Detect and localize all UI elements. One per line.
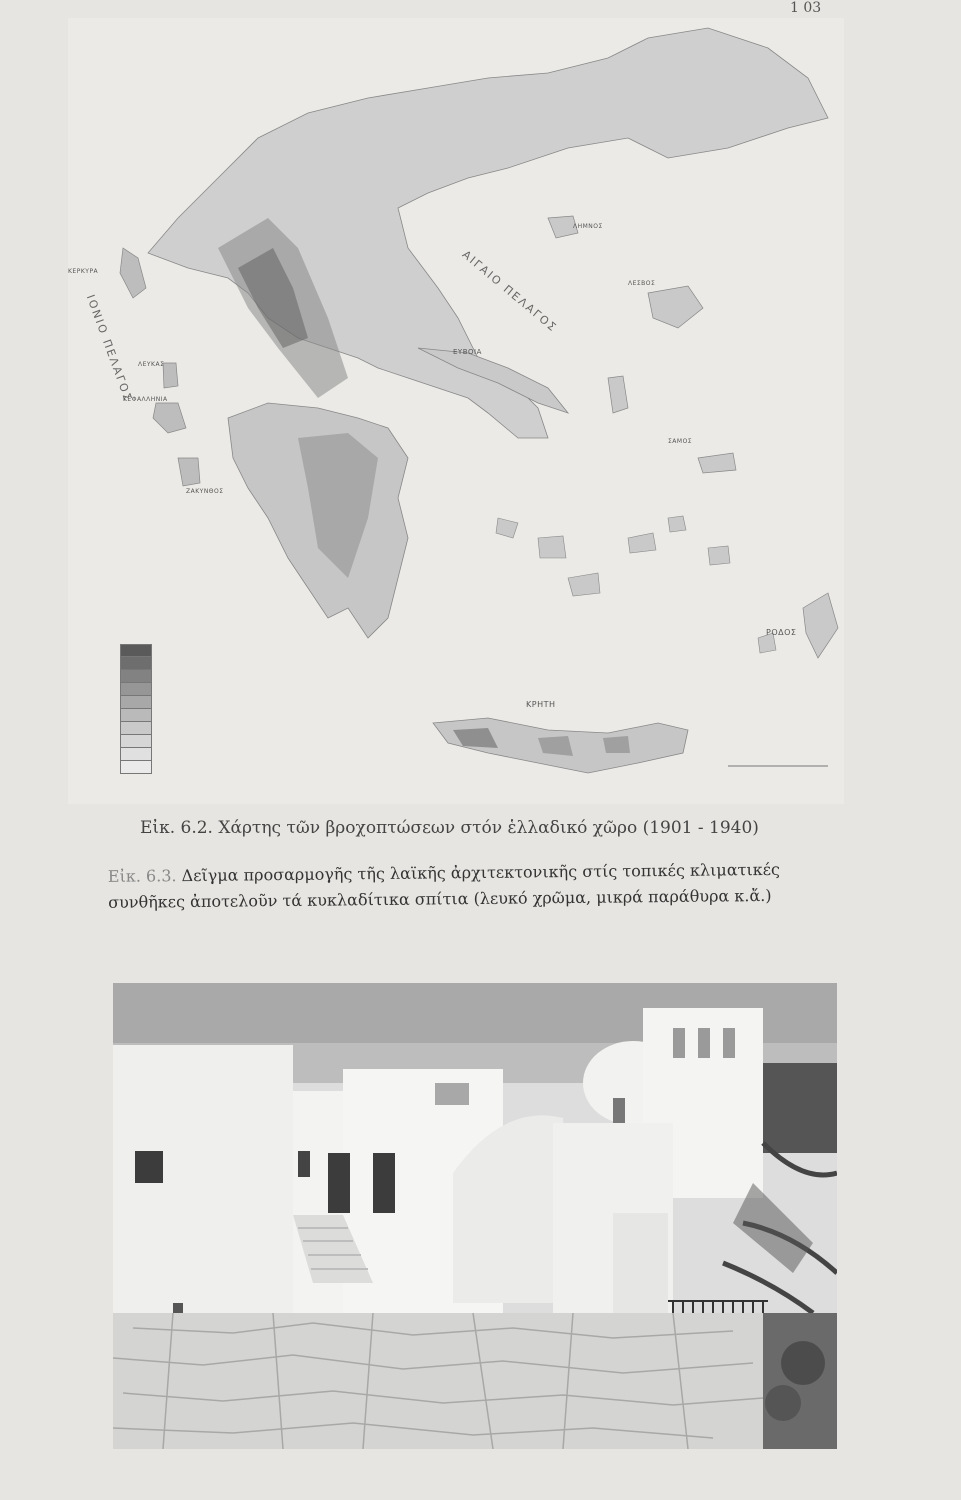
caption-map-label: Εἰκ. 6.2. [140,818,213,838]
label-lefkada: ΛΕΥΚΑΣ [138,361,165,368]
lesvos-island [648,286,703,328]
caption-map-text: Χάρτης τῶν βροχοπτώσεων στόν ἑλλαδικό χῶρο (1901 - 1940) [218,818,759,838]
legend-step [120,696,152,709]
label-corfu: ΚΕΡΚΥΡΑ [68,268,99,275]
legend-step [120,644,152,657]
label-kriti: ΚΡΗΤΗ [526,700,556,709]
label-ionian-sea: ΙΟΝΙΟ ΠΕΛΑΓΟΣ [83,293,135,405]
label-zakynthos: ΖΑΚΥΝΘΟΣ [186,488,224,495]
map-drawing [68,18,844,804]
legend-step [120,683,152,696]
cycladic-houses-photo [113,983,837,1449]
label-lesvos: ΛΕΣΒΟΣ [628,280,656,287]
figure-caption-photo [108,856,849,916]
legend-step [120,722,152,735]
corfu-island [120,248,146,298]
label-kefallinia: ΚΕΦΑΛΛΗΝΙΑ [123,396,168,403]
label-samos: ΣΑΜΟΣ [668,438,693,445]
chios-island [608,376,628,413]
legend-step [120,748,152,761]
rainfall-legend [120,644,152,774]
caption-photo-text: Δεῖγμα προσαρμογῆς τῆς λαϊκῆς ἀρχιτεκτονικῆς στίς τοπικές κλιματικές συνθῆκες ἀποτελοῦν τά κυκλαδίτικα σπίτια (λευκό χρῶμα, μικρά παράθυρα κ.ἄ.) [108,859,781,912]
kefallinia-island [153,403,186,433]
samos-island [698,453,736,473]
legend-step [120,735,152,748]
legend-step [120,761,152,774]
rainfall-map [68,18,844,804]
label-rodos: ΡΟΔΟΣ [766,628,797,637]
lefkada-island [163,363,178,388]
rodos-island [803,593,838,658]
zakynthos-island [178,458,200,486]
legend-step [120,657,152,670]
photo-drawing [113,983,837,1449]
label-evia: ΕΥΒΟΙΑ [453,348,482,356]
label-limnos: ΛΗΜΝΟΣ [573,223,603,230]
legend-step [120,709,152,722]
page-number: 1 03 [790,0,822,16]
label-aegean-sea: ΑΙΓΑΙΟ ΠΕΛΑΓΟΣ [459,248,560,335]
caption-photo-label: Εἰκ. 6.3. [107,866,177,886]
legend-step [120,670,152,683]
figure-caption-map [140,818,759,838]
